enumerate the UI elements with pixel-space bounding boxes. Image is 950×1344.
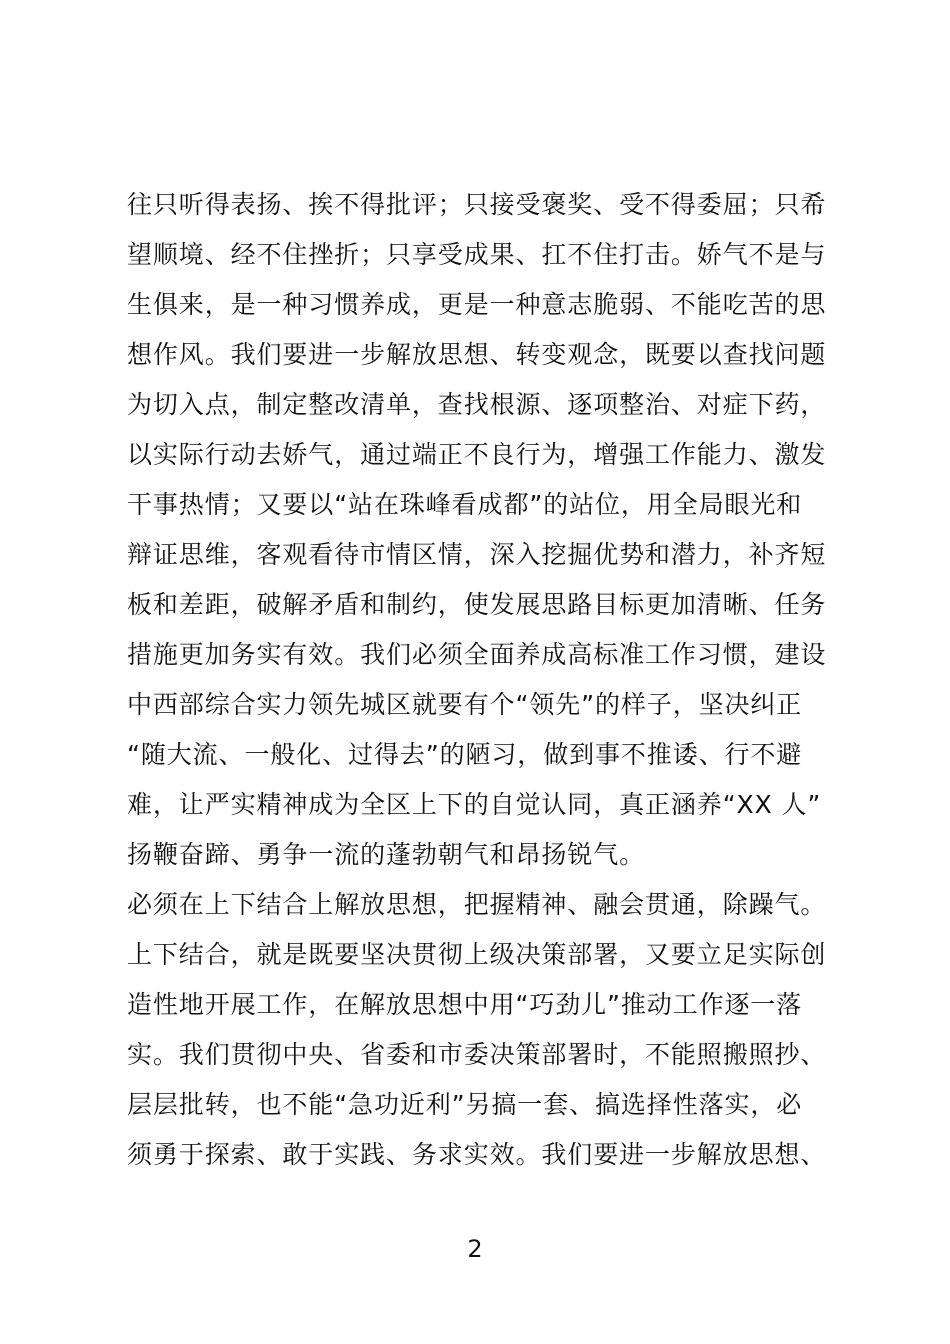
text-line: 板和差距，破解矛盾和制约，使发展思路目标更加清晰、任务 xyxy=(127,590,827,619)
text-line: 中西部综合实力领先城区就要有个“领先”的样子，坚决纠正 xyxy=(127,690,803,719)
text-line: 以实际行动去娇气，通过端正不良行为，增强工作能力、激发 xyxy=(127,440,827,469)
text-line: 造性地开展工作，在解放思想中用“巧劲儿”推动工作逐一落 xyxy=(127,990,803,1019)
text-line: 须勇于探索、敢于实践、务求实效。我们要进一步解放思想、 xyxy=(127,1140,827,1169)
text-line: 上下结合，就是既要坚决贯彻上级决策部署，又要立足实际创 xyxy=(127,940,827,969)
text-line: 扬鞭奋蹄、勇争一流的蓬勃朝气和昂扬锐气。 xyxy=(127,840,646,869)
text-line: 望顺境、经不住挫折；只享受成果、扛不住打击。娇气不是与 xyxy=(127,240,827,269)
text-line: 难，让严实精神成为全区上下的自觉认同，真正涵养“XX 人” xyxy=(127,790,822,819)
text-line: 想作风。我们要进一步解放思想、转变观念，既要以查找问题 xyxy=(127,340,827,369)
text-line: 措施更加务实有效。我们必须全面养成高标准工作习惯，建设 xyxy=(127,640,827,669)
text-line: 实。我们贯彻中央、省委和市委决策部署时，不能照搬照抄、 xyxy=(127,1040,827,1069)
text-line: 生俱来，是一种习惯养成，更是一种意志脆弱、不能吃苦的思 xyxy=(127,290,827,319)
page-number: 2 xyxy=(467,1235,483,1263)
text-line: 层层批转，也不能“急功近利”另搞一套、搞选择性落实，必 xyxy=(127,1090,803,1119)
text-line: 往只听得表扬、挨不得批评；只接受褒奖、受不得委屈；只希 xyxy=(127,190,827,219)
text-line: “随大流、一般化、过得去”的陋习，做到事不推诿、行不避 xyxy=(127,740,803,769)
text-line: 干事热情；又要以“站在珠峰看成都”的站位，用全局眼光和 xyxy=(127,490,803,519)
text-line: 辩证思维，客观看待市情区情，深入挖掘优势和潜力，补齐短 xyxy=(127,540,827,569)
text-line: 为切入点，制定整改清单，查找根源、逐项整治、对症下药， xyxy=(127,390,827,419)
text-line: 必须在上下结合上解放思想，把握精神、融会贯通，除躁气。 xyxy=(127,890,827,919)
